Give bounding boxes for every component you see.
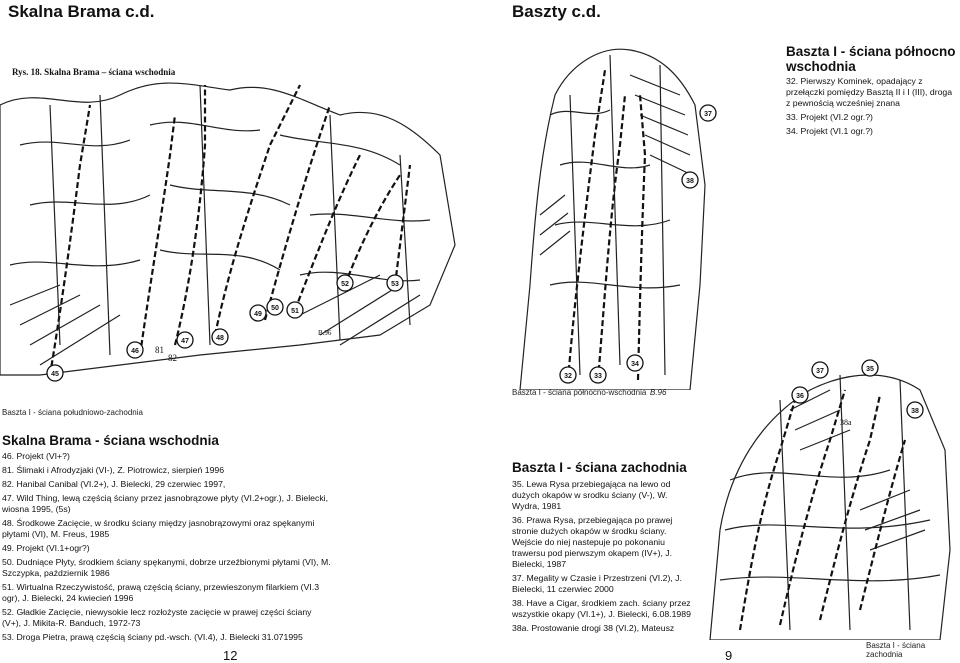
svg-text:36: 36	[796, 393, 804, 400]
left-page-header: Skalna Brama c.d.	[8, 2, 155, 21]
list-item: 37. Megality w Czasie i Przestrzeni (VI.2), J. Bielecki, 11 czerwiec 2000	[512, 573, 682, 594]
list-item: 81. Ślimaki i Afrodyzjaki (VI-), Z. Piotrowicz, sierpień 1996	[2, 465, 225, 475]
svg-text:51: 51	[291, 308, 299, 315]
list-item: 50. Dudniące Płyty, środkiem ściany spękanymi, dobrze urzeźbionymi płytami (VI), M. Szczypka, październik 1986	[2, 557, 331, 578]
left-route-list	[2, 451, 332, 646]
svg-text:B.96: B.96	[318, 329, 332, 337]
list-item: 51. Wirtualna Rzeczywistość, prawą częścią ściany, przewieszonym filarkiem (VI.3 ogr), J. Bielecki, 24 kwiecień 1996	[2, 582, 320, 603]
figure-mark: B.96	[650, 388, 667, 397]
svg-text:33: 33	[594, 373, 602, 380]
svg-text:38a: 38a	[840, 418, 852, 427]
skalna-brama-topo-drawing	[0, 45, 460, 390]
list-item: 32. Pierwszy Kominek, opadający z przełączki pomiędzy Basztą II i I (III), droga z pewnością wcześniej znana	[786, 76, 953, 108]
svg-text:53: 53	[391, 281, 399, 288]
svg-text:38: 38	[911, 408, 919, 415]
svg-text:34: 34	[631, 361, 639, 368]
list-item: 46. Projekt (VI+?)	[2, 451, 70, 461]
baszta-west-topo-drawing	[700, 330, 958, 640]
svg-text:38: 38	[686, 178, 694, 185]
svg-text:52: 52	[341, 281, 349, 288]
left-section-title: Skalna Brama - ściana wschodnia	[2, 433, 219, 448]
list-item: 34. Projekt (VI.1 ogr.?)	[786, 126, 873, 136]
right-section1-title: Baszta I - ściana północno wschodnia	[786, 44, 956, 74]
list-item: 49. Projekt (VI.1+ogr?)	[2, 543, 90, 553]
svg-text:46: 46	[131, 348, 139, 355]
list-item: 82. Hanibal Canibal (VI.2+), J. Bielecki, 29 czerwiec 1997,	[2, 479, 226, 489]
right-section2-list	[512, 479, 697, 637]
list-item: 47. Wild Thing, lewą częścią ściany przez jasnobrązowe płyty (VI.2+ogr.), J. Bielecki, wiosna 1995, (5s)	[2, 493, 329, 514]
svg-text:49: 49	[254, 311, 262, 318]
list-item: 48. Środkowe Zacięcie, w środku ściany między jasnobrązowymi oraz spękanymi płytami (VI), M. Freus, 1985	[2, 518, 315, 539]
right-page-header: Baszty c.d.	[512, 2, 601, 21]
left-page-number: 12	[223, 648, 238, 663]
right-figure-caption-ne: Baszta I - ściana północno-wschodnia	[512, 388, 647, 397]
svg-text:32: 32	[564, 373, 572, 380]
svg-text:82: 82	[168, 353, 177, 363]
svg-text:50: 50	[271, 305, 279, 312]
right-section1-list	[786, 76, 956, 140]
list-item: 52. Gładkie Zacięcie, niewysokie lecz rozłożyste zacięcie w prawej części ściany (V+), J. Mikita-R. Banduch, 1972-73	[2, 607, 312, 628]
list-item: 38a. Prostowanie drogi 38 (VI.2), Mateusz	[512, 623, 675, 633]
svg-text:45: 45	[51, 371, 59, 378]
list-item: 36. Prawa Rysa, przebiegająca po prawej stronie dużych okapów w środku ściany. Wejście do niej nastepuje po pokonaniu trawersu pod pierwszym okapem (IV+), J. Bielecki, 1987	[512, 515, 673, 569]
left-figure-caption: Baszta I - ściana południowo-zachodnia	[2, 408, 143, 417]
svg-text:81: 81	[155, 345, 164, 355]
svg-text:37: 37	[704, 111, 712, 118]
list-item: 53. Droga Pietra, prawą częścią ściany pd.-wsch. (VI.4), J. Bielecki 31.071995	[2, 632, 303, 642]
list-item: 33. Projekt (VI.2 ogr.?)	[786, 112, 873, 122]
right-page-number: 9	[725, 648, 733, 663]
figure-caption-in-image: Rys. 18. Skalna Brama – ściana wschodnia	[12, 67, 176, 77]
right-figure-caption-w: Baszta I - ściana zachodnia	[866, 641, 926, 659]
svg-text:35: 35	[866, 366, 874, 373]
list-item: 38. Have a Cigar, środkiem zach. ściany przez wszystkie okapy (VI.1+), J. Bielecki, 6.08.1989	[512, 598, 691, 619]
right-section2-title: Baszta I - ściana zachodnia	[512, 460, 687, 475]
list-item: 35. Lewa Rysa przebiegająca na lewo od dużych okapów w srodku ściany (V-), W. Wydra, 1981	[512, 479, 671, 511]
svg-text:47: 47	[181, 338, 189, 345]
svg-text:37: 37	[816, 368, 824, 375]
svg-text:48: 48	[216, 335, 224, 342]
